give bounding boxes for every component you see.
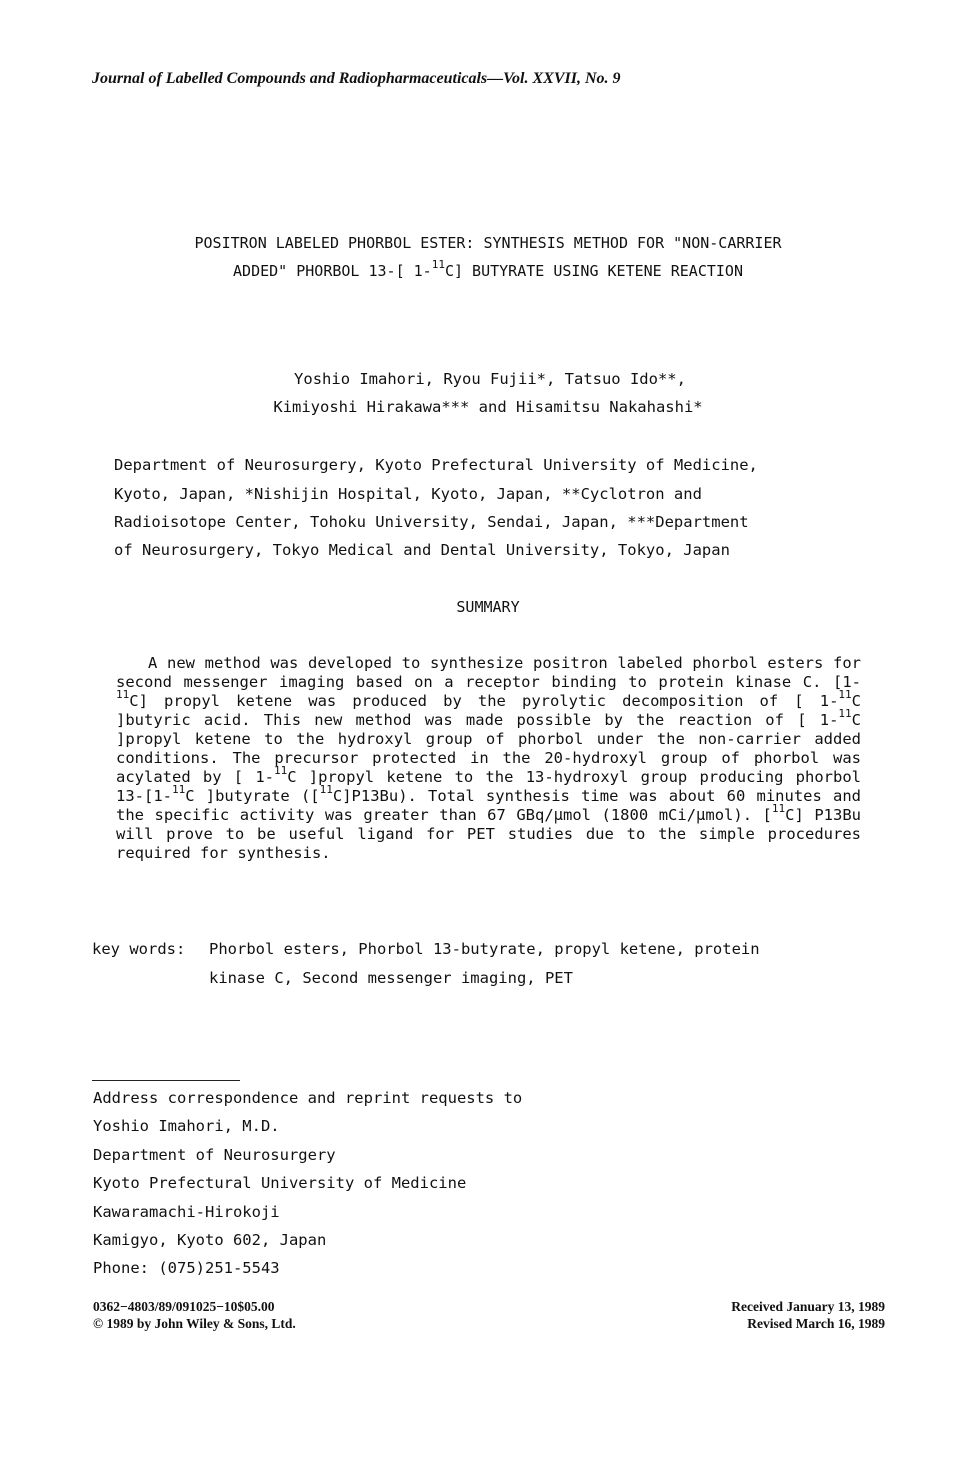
revised-date: Revised March 16, 1989 bbox=[747, 1316, 885, 1331]
copyright: © 1989 by John Wiley & Sons, Ltd. bbox=[93, 1316, 296, 1331]
authors-line-2: Kimiyoshi Hirakawa*** and Hisamitsu Nakahashi* bbox=[273, 398, 703, 416]
correspondence-line-1: Address correspondence and reprint requests to bbox=[93, 1089, 523, 1107]
abstract-superscript: 11 bbox=[771, 801, 786, 815]
correspondence-line-2: Yoshio Imahori, M.D. bbox=[93, 1117, 280, 1135]
correspondence-line-7: Phone: (075)251-5543 bbox=[93, 1259, 280, 1277]
affiliation-line-2: Kyoto, Japan, *Nishijin Hospital, Kyoto, Japan, **Cyclotron and bbox=[114, 485, 702, 503]
abstract-text: C ]butyric acid. This new method was made possible by the reaction of [ 1- bbox=[116, 692, 861, 729]
keywords-line-2: kinase C, Second messenger imaging, PET bbox=[209, 969, 573, 987]
title-line-1: POSITRON LABELED PHORBOL ESTER: SYNTHESIS METHOD FOR "NON-CARRIER bbox=[194, 234, 782, 252]
correspondence-line-3: Department of Neurosurgery bbox=[93, 1146, 336, 1164]
article-code: 0362−4803/89/091025−10$05.00 bbox=[93, 1299, 275, 1314]
correspondence-line-6: Kamigyo, Kyoto 602, Japan bbox=[93, 1231, 327, 1249]
abstract-superscript: 11 bbox=[838, 687, 852, 701]
correspondence-line-5: Kawaramachi-Hirokoji bbox=[93, 1203, 280, 1221]
received-date: Received January 13, 1989 bbox=[731, 1299, 885, 1314]
abstract bbox=[116, 654, 861, 863]
abstract-text: C]P13Bu). Total synthesis time was about 60 minutes and the specific activity was greater than 67 GBq/μmol (1800 mCi/μmol). [ bbox=[116, 787, 861, 824]
abstract-text: C] propyl ketene was produced by the pyrolytic decomposition of [ 1- bbox=[129, 692, 839, 710]
affiliation-line-3: Radioisotope Center, Tohoku University, Sendai, Japan, ***Department bbox=[114, 513, 749, 531]
journal-header: Journal of Labelled Compounds and Radiopharmaceuticals—Vol. XXVII, No. 9 bbox=[92, 70, 621, 87]
abstract-superscript: 11 bbox=[838, 706, 852, 720]
abstract-text: C] P13Bu will prove to be useful ligand for PET studies due to the simple procedures required for synthesis. bbox=[116, 806, 861, 862]
abstract-text: A new method was developed to synthesize positron labeled phorbol esters for second messenger imaging based on a receptor binding to protein kinase C. [1- bbox=[116, 654, 861, 691]
title-line-2 bbox=[0, 258, 976, 280]
abstract-paragraph bbox=[116, 654, 861, 863]
title-line-2-part-b: C] BUTYRATE USING KETENE REACTION bbox=[444, 262, 743, 280]
keywords-label: key words: bbox=[92, 940, 186, 958]
summary-heading: SUMMARY bbox=[456, 598, 520, 616]
abstract-superscript: 11 bbox=[116, 687, 130, 701]
keywords-line-1: Phorbol esters, Phorbol 13-butyrate, propyl ketene, protein bbox=[209, 940, 760, 958]
abstract-text: C ]butyrate ([ bbox=[185, 787, 320, 805]
authors-line-1: Yoshio Imahori, Ryou Fujii*, Tatsuo Ido**, bbox=[294, 370, 686, 388]
title-superscript: 11 bbox=[431, 258, 445, 271]
abstract-superscript: 11 bbox=[274, 763, 288, 777]
abstract-superscript: 11 bbox=[172, 782, 186, 796]
abstract-superscript: 11 bbox=[319, 782, 333, 796]
correspondence-line-4: Kyoto Prefectural University of Medicine bbox=[93, 1174, 467, 1192]
affiliation-line-1: Department of Neurosurgery, Kyoto Prefectural University of Medicine, bbox=[114, 456, 758, 474]
abstract-text: C ]propyl ketene to the 13-hydroxyl group producing phorbol 13-[1- bbox=[116, 768, 861, 805]
title-line-2-part-a: ADDED" PHORBOL 13-[ 1- bbox=[233, 262, 432, 280]
abstract-text: C ]propyl ketene to the hydroxyl group of phorbol under the non-carrier added conditions. The precursor protected in the 20-hydroxyl group of phorbol was acylated by [ 1- bbox=[116, 711, 861, 786]
footnote-rule bbox=[92, 1080, 240, 1081]
affiliation-line-4: of Neurosurgery, Tokyo Medical and Dental University, Tokyo, Japan bbox=[114, 541, 730, 559]
